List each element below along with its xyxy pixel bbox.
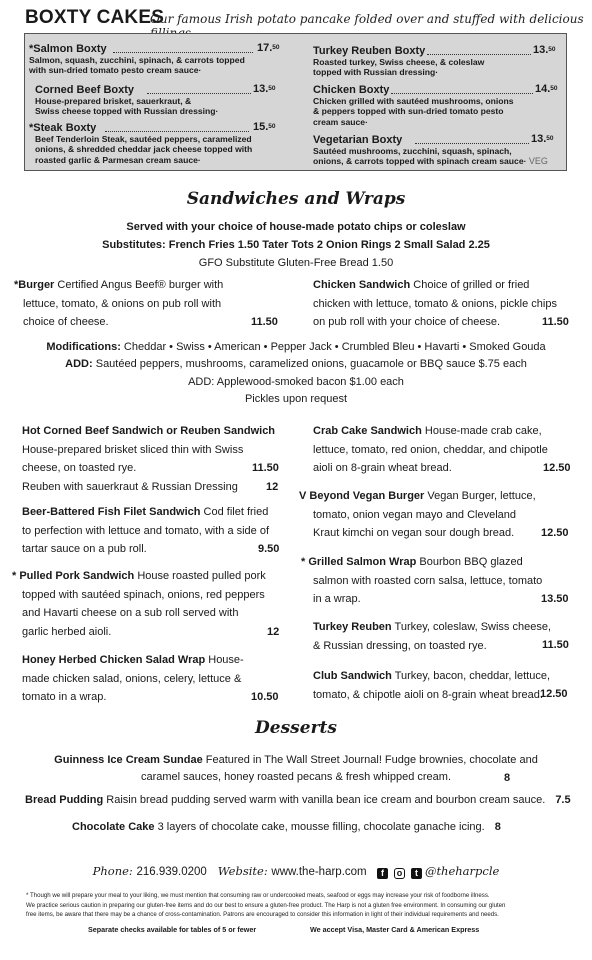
item-name: Chicken Sandwich (313, 279, 411, 291)
item-price: 11.50 (542, 316, 569, 328)
item-name: Crab Cake Sandwich (313, 425, 422, 437)
menu-item-burger: *Burger Certified Angus Beef® burger with lettuce, tomato, & onions on pub roll with choice of cheese. 11.50 (14, 276, 284, 332)
item-desc-line: Roasted turkey, Swiss cheese, & coleslaw (313, 57, 485, 67)
item-name: Grilled Salmon Wrap (308, 556, 417, 568)
item-price: 15.50 (253, 121, 276, 133)
item-price: 13.50 (531, 133, 554, 145)
item-price: 11.50 (252, 462, 279, 474)
item-desc-line: Swiss cheese topped with Russian dressing· (35, 106, 219, 117)
disclaimer: * Though we will prepare your meal to your liking, we must mention that consuming raw or undercooked meats, seafood or eggs may increase your risk of foodborne illness. We practice serious caution in preparing our gluten-free items and do our best to ensure a gluten-free product. The Harp is not a gluten free environment. In consuming our gluten free items, be aware that there may be a chance of cross-contamination. Patrons are encouraged to consider this information in light of their individual requirements and needs. (26, 892, 506, 919)
bacon-line: ADD: Applewood-smoked bacon $1.00 each (188, 376, 404, 388)
item-price: 12.50 (543, 462, 571, 474)
twitter-icon: t (411, 868, 422, 879)
item-desc-line: Beef Tenderloin Steak, sautéed peppers, caramelized (35, 134, 252, 144)
desserts-title: Desserts (255, 718, 337, 738)
item-name: Turkey Reuben (313, 621, 392, 633)
item-name: Club Sandwich (313, 670, 392, 682)
item-name: Honey Herbed Chicken Salad Wrap (22, 654, 206, 666)
substitutes-line: Substitutes: French Fries 1.50 Tater Tots 2 Onion Rings 2 Small Salad 2.25 (102, 239, 490, 251)
item-desc-line: Salmon, squash, zucchini, spinach, & carrots topped (29, 55, 245, 65)
item-price: 8 (504, 772, 511, 784)
item-price: 11.50 (251, 316, 278, 328)
item-desc-line: onions, & shredded cheddar jack cheese topped with (35, 144, 253, 155)
item-desc-line: cream sauce· (313, 116, 368, 127)
item-price: 12 (267, 626, 280, 638)
item-price: 10.50 (251, 691, 279, 703)
boxty-subtitle: Our famous Irish potato pancake folded over and stuffed with delicious (150, 12, 584, 26)
item-desc-line: with sun-dried tomato pesto cream sauce· (29, 65, 202, 76)
item-name: Vegetarian Boxty (313, 134, 403, 146)
social-handle: @theharpcle (424, 864, 500, 878)
menu-item-chicken-salad-wrap: Honey Herbed Chicken Salad Wrap House- made chicken salad, onions, celery, lettuce & tomato in a wrap. 10.50 (22, 651, 292, 707)
item-name: Steak Boxty (33, 122, 97, 134)
item-price: 12.50 (540, 688, 568, 700)
item-price: 8 (494, 821, 501, 833)
item-name: Pulled Pork Sandwich (19, 570, 135, 582)
item-price: 14.50 (535, 83, 558, 95)
item-name: Beer-Battered Fish Filet Sandwich (22, 506, 201, 518)
item-desc-line: Chicken grilled with sautéed mushrooms, onions (313, 96, 514, 106)
boxty-title: BOXTY CAKES (25, 7, 165, 28)
boxty-item-salmon: *Salmon Boxty Salmon, squash, zucchini, spinach, & carrots topped with sun-dried tomato pesto cream sauce· 17.50 (29, 43, 284, 76)
item-name: Burger (18, 279, 55, 291)
menu-item-fish-filet: Beer-Battered Fish Filet Sandwich Cod filet fried to perfection with lettuce and tomato, with a side of tartar sauce on a pub roll. 9.50 (22, 503, 292, 559)
boxty-item-corned-beef (35, 84, 290, 117)
item-desc-line: roasted garlic & Parmesan cream sauce· (35, 154, 201, 165)
item-name: Chicken Boxty (313, 84, 390, 96)
instagram-icon: o (394, 868, 405, 879)
item-name: Guinness Ice Cream Sundae (54, 754, 203, 766)
item-name: Hot Corned Beef Sandwich or Reuben Sandwich (22, 425, 276, 437)
item-desc-line: onions, & carrots topped with spinach cream sauce· (313, 156, 527, 167)
menu-item-crab-cake: Crab Cake Sandwich House-made crab cake, lettuce, tomato, red onion, cheddar, and chipotle aioli on 8-grain wheat bread. 12.50 (313, 422, 578, 478)
pickles-line: Pickles upon request (244, 393, 348, 405)
item-price: 12 (266, 481, 279, 493)
item-name: Turkey Reuben Boxty (313, 45, 426, 57)
modifications-line: Modifications: Cheddar • Swiss • American • Pepper Jack • Crumbled Bleu • Havarti • Smoked Gouda (46, 341, 546, 353)
item-price: 11.50 (542, 639, 569, 651)
item-price: 13.50 (253, 83, 276, 95)
cards-note: We accept Visa, Master Card & American Express (310, 925, 480, 934)
boxty-item-steak: *Steak Boxty Beef Tenderloin Steak, sautéed peppers, caramelized onions, & shredded cheddar jack cheese topped with roasted garlic & Parmesan cream sauce· 15.50 (29, 122, 294, 165)
item-desc-line: House-prepared brisket, sauerkraut, & (35, 96, 192, 106)
facebook-icon: f (377, 868, 388, 879)
boxty-item-vegetarian (313, 134, 567, 167)
menu-item-chicken-sandwich: Chicken Sandwich Choice of grilled or fried chicken with lettuce, tomato & onions, pickle chips on pub roll with your choice of cheese. 11.50 (313, 276, 578, 332)
item-name: Beyond Vegan Burger (309, 490, 425, 502)
item-name: Bread Pudding (25, 794, 104, 806)
item-desc-line: topped with Russian dressing· (313, 67, 439, 78)
item-name: Corned Beef Boxty (35, 84, 135, 96)
phone-number: 216.939.0200 (136, 866, 207, 878)
boxty-item-chicken (313, 84, 563, 127)
menu-item-club-sandwich: Club Sandwich Turkey, bacon, cheddar, lettuce, tomato, & chipotle aioli on 8-grain wheat bread. 12.50 (313, 667, 583, 704)
menu-item-pulled-pork: * Pulled Pork Sandwich House roasted pulled pork topped with sautéed spinach, onions, red peppers and Havarti cheese on a sub roll served with garlic herbed aioli. 12 (12, 567, 292, 642)
boxty-item-turkey-reuben (313, 45, 563, 78)
item-name: Salmon Boxty (33, 43, 107, 55)
item-price: 12.50 (541, 527, 569, 539)
item-price: 13.50 (541, 593, 569, 605)
menu-item-hot-corned-beef: Hot Corned Beef Sandwich or Reuben Sandwich House-prepared brisket sliced thin with Swiss cheese, on toasted rye. Reuben with sauerkraut & Russian Dressing 11.50 12 (22, 422, 292, 497)
website-link: www.the-harp.com (271, 866, 367, 878)
item-price: 7.5 (555, 794, 571, 806)
sandwiches-intro: Served with your choice of house-made potato chips or coleslaw (126, 221, 466, 233)
add-line: ADD: Sautéed peppers, mushrooms, caramelized onions, guacamole or BBQ sauce $.75 each (65, 358, 527, 370)
boxty-panel (24, 33, 567, 171)
separate-checks-note: Separate checks available for tables of 5 or fewer (88, 925, 257, 934)
contact-line: Phone: 216.939.0200 Website: www.the-harp.com f o t @theharpcle (92, 864, 500, 878)
sandwiches-title: Sandwiches and Wraps (186, 189, 406, 209)
menu-item-salmon-wrap: * Grilled Salmon Wrap Bourbon BBQ glazed salmon with roasted corn salsa, lettuce, tomato in a wrap. 13.50 (301, 553, 581, 609)
item-price: 17.50 (257, 42, 280, 54)
item-price: 9.50 (258, 543, 280, 555)
veg-badge: VEG (528, 156, 548, 167)
item-desc-line: Sautéed mushrooms, zucchini, squash, spinach, (313, 146, 512, 156)
item-name: Chocolate Cake (72, 821, 155, 833)
gfo-line: GFO Substitute Gluten-Free Bread 1.50 (198, 257, 394, 269)
dessert-chocolate-cake: Chocolate Cake 3 layers of chocolate cake, mousse filling, chocolate ganache icing. 8 (72, 821, 501, 833)
dessert-sundae: Guinness Ice Cream Sundae Featured in The Wall Street Journal! Fudge brownies, chocolate and caramel sauces, honey roasted pecans & fresh whipped cream. 8 (0, 752, 592, 786)
item-desc-line: & peppers topped with sun-dried tomato pesto (313, 106, 504, 117)
menu-item-turkey-reuben: Turkey Reuben Turkey, coleslaw, Swiss cheese, & Russian dressing, on toasted rye. 11.50 (313, 618, 578, 655)
dessert-bread-pudding: Bread Pudding Raisin bread pudding served warm with vanilla bean ice cream and bourbon cream sauce. 7.5 (25, 794, 571, 806)
menu-item-vegan-burger: V Beyond Vegan Burger Vegan Burger, lettuce, tomato, onion vegan mayo and Cleveland Kraut kimchi on vegan sour dough bread. 12.50 (299, 487, 579, 543)
item-price: 13.50 (533, 44, 556, 56)
